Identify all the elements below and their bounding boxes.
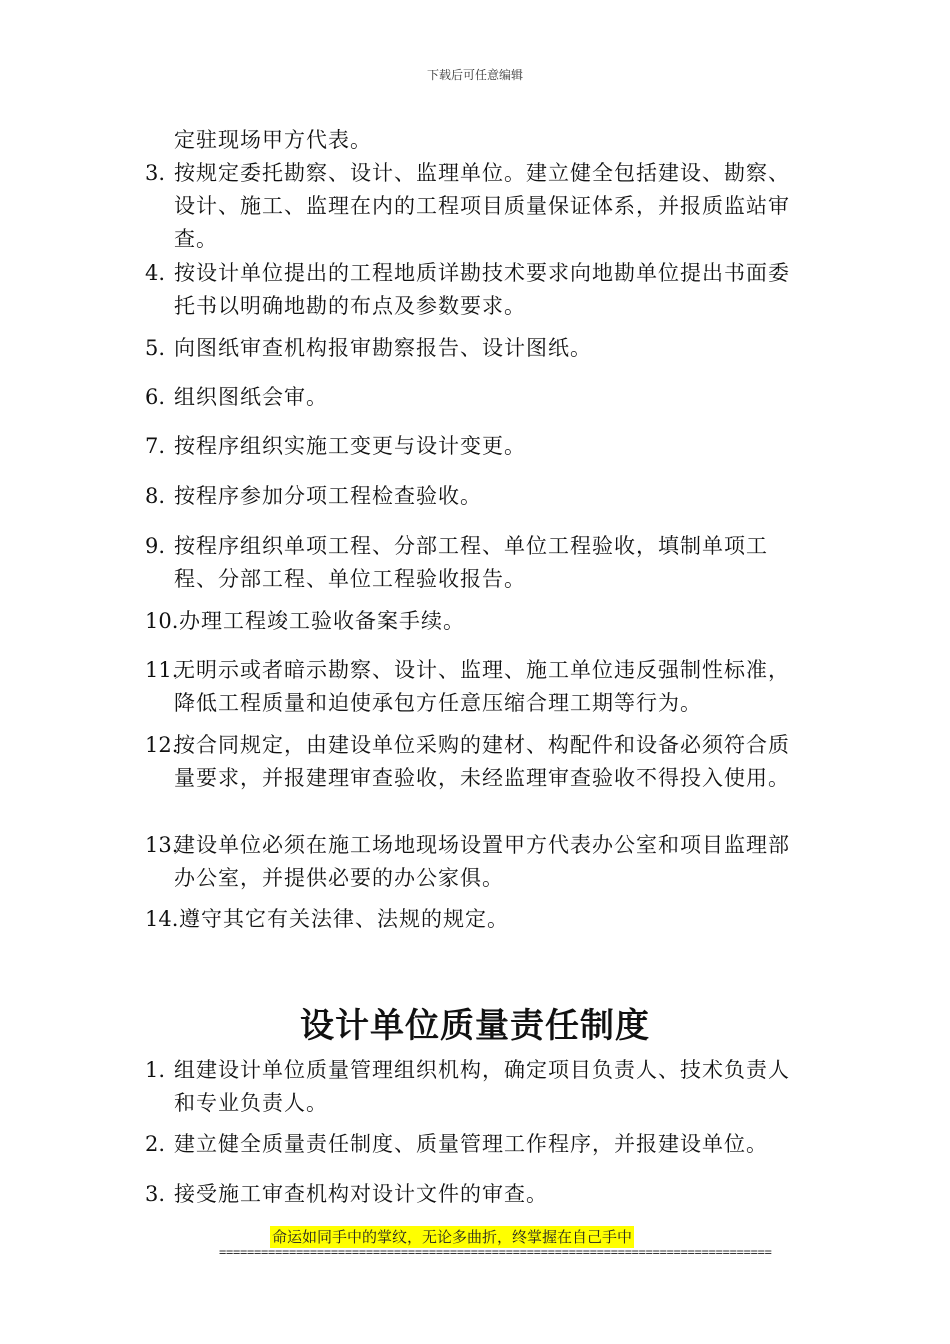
item-number: 7. [145, 434, 166, 458]
item-text: 按合同规定，由建设单位采购的建材、构配件和设备必须符合质量要求，并报建理审查验收，未经监理审查验收不得投入使用。 [174, 733, 790, 790]
item-text: 接受施工审查机构对设计文件的审查。 [174, 1182, 548, 1206]
item-number: 3. [145, 161, 166, 185]
list-item [145, 903, 810, 936]
list-item [145, 1128, 810, 1161]
footer-divider: =============================================================================== [219, 1245, 772, 1259]
list-item [145, 480, 810, 513]
item-number: 1. [145, 1058, 166, 1082]
item-text: 建立健全质量责任制度、质量管理工作程序，并报建设单位。 [174, 1132, 768, 1156]
item-number: 6. [145, 385, 166, 409]
item-text: 按程序组织实施工变更与设计变更。 [174, 434, 526, 458]
item-number: 4. [145, 261, 166, 285]
list-item [145, 530, 810, 596]
item-number: 13. [145, 833, 179, 857]
list-item [145, 430, 810, 463]
item-text: 按程序组织单项工程、分部工程、单位工程验收，填制单项工程、分部工程、单位工程验收报告。 [174, 534, 768, 591]
continuation-text: 定驻现场甲方代表。 [174, 128, 372, 152]
list-item [145, 729, 810, 795]
item-text: 按设计单位提出的工程地质详勘技术要求向地勘单位提出书面委托书以明确地勘的布点及参数要求。 [174, 261, 790, 318]
item-text: 办理工程竣工验收备案手续。 [179, 609, 465, 633]
item-number: 14. [145, 907, 179, 931]
item-text: 按程序参加分项工程检查验收。 [174, 484, 482, 508]
page-header: 下载后可任意编辑 [426, 68, 523, 82]
item-number: 2. [145, 1132, 166, 1156]
item-text: 向图纸审查机构报审勘察报告、设计图纸。 [174, 336, 592, 360]
list-item [145, 829, 810, 895]
item-number: 10. [145, 609, 179, 633]
item-number: 5. [145, 336, 166, 360]
list-item [145, 605, 810, 638]
item-text: 遵守其它有关法律、法规的规定。 [179, 907, 509, 931]
list-item [145, 1054, 810, 1120]
list-item [145, 257, 810, 323]
item-number: 3. [145, 1182, 166, 1206]
item-number: 11. [145, 658, 179, 682]
item-number: 8. [145, 484, 166, 508]
footer-motto: 命运如同手中的掌纹，无论多曲折，终掌握在自己手中 [272, 1228, 633, 1246]
list-item [145, 381, 810, 414]
list-item [145, 157, 810, 256]
item-text: 无明示或者暗示勘察、设计、监理、施工单位违反强制性标准，降低工程质量和迫使承包方任意压缩合理工期等行为。 [174, 658, 790, 715]
item-number: 12. [145, 733, 179, 757]
list-item [145, 654, 810, 720]
item-number: 9. [145, 534, 166, 558]
list-item [145, 1178, 810, 1211]
list-item [145, 332, 810, 365]
item-text: 组织图纸会审。 [174, 385, 328, 409]
item-text: 组建设计单位质量管理组织机构，确定项目负责人、技术负责人和专业负责人。 [174, 1058, 790, 1115]
section-title: 设计单位质量责任制度 [300, 1006, 650, 1046]
item-text: 按规定委托勘察、设计、监理单位。建立健全包括建设、勘察、设计、施工、监理在内的工程项目质量保证体系，并报质监站审查。 [174, 161, 790, 251]
item-text: 建设单位必须在施工场地现场设置甲方代表办公室和项目监理部办公室，并提供必要的办公家俱。 [174, 833, 790, 890]
